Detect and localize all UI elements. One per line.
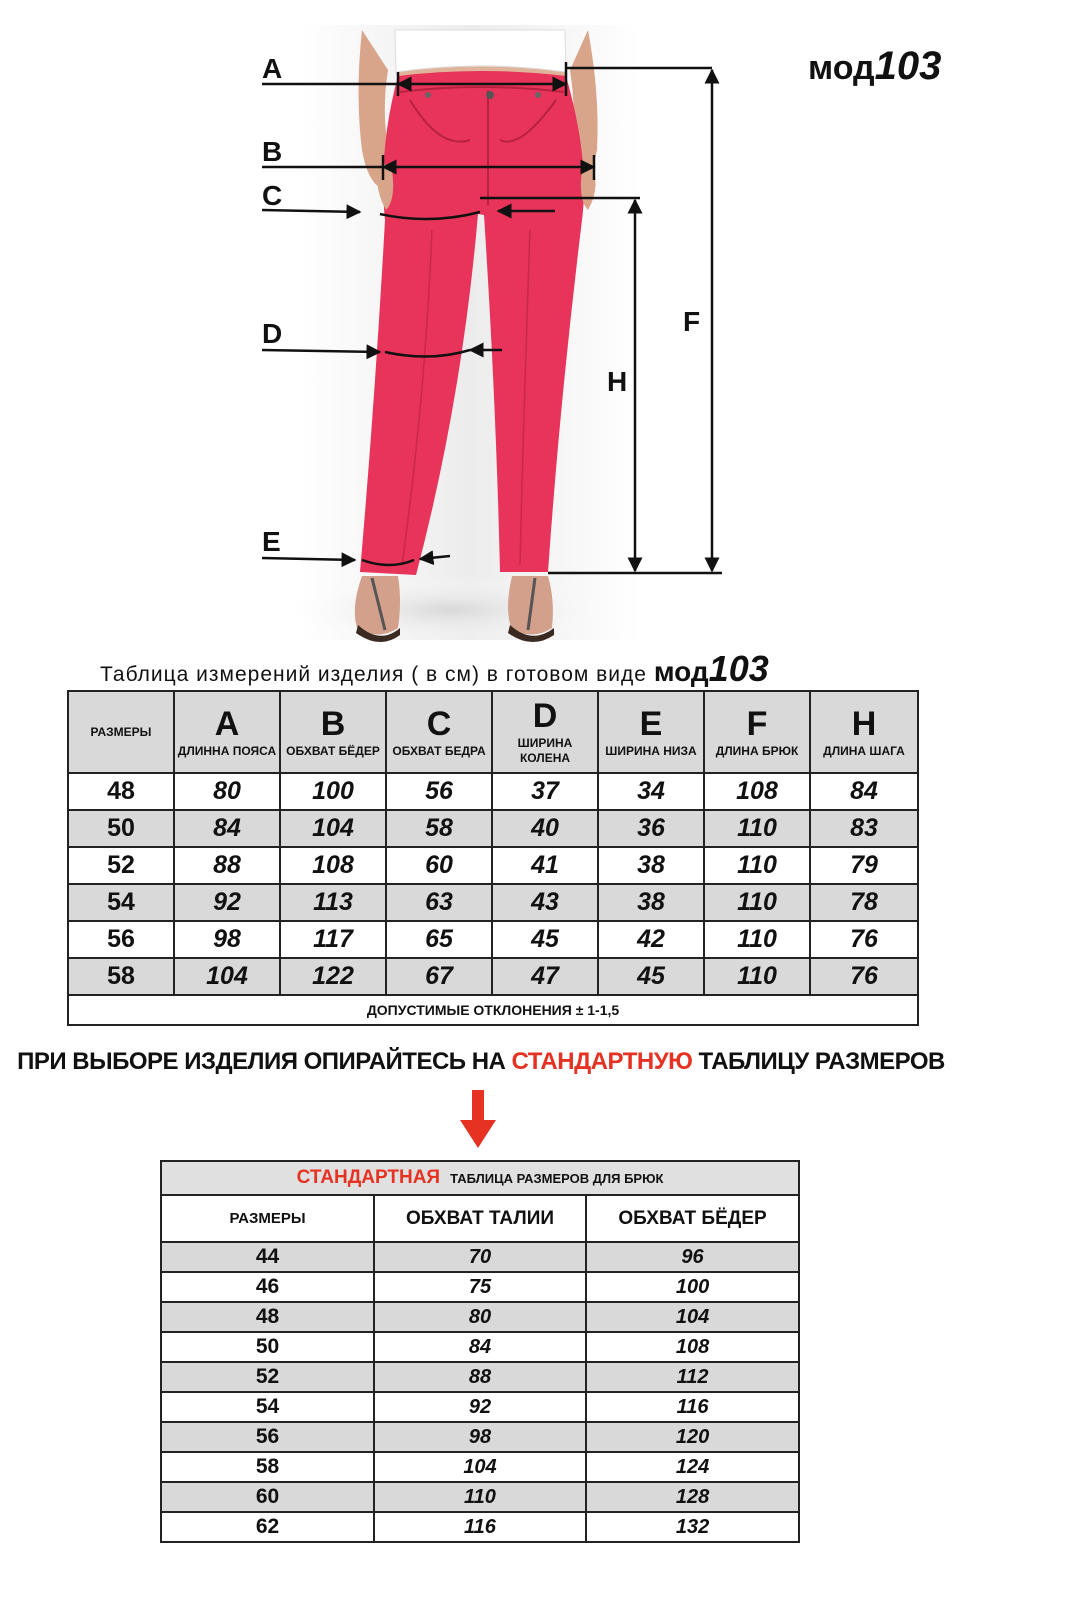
header-sizes: РАЗМЕРЫ [161, 1195, 374, 1242]
table-cell: 88 [174, 847, 280, 884]
table-cell: 52 [161, 1362, 374, 1392]
model-number: 103 [874, 44, 942, 88]
table-cell: 45 [492, 921, 598, 958]
floor-shadow [280, 575, 620, 645]
measurements-title [100, 648, 920, 690]
table-cell: 92 [174, 884, 280, 921]
header-col-c [386, 691, 492, 773]
measurements-header-row [68, 691, 918, 773]
table-cell: 110 [704, 921, 810, 958]
table-cell: 132 [586, 1512, 799, 1542]
table-cell: 80 [174, 773, 280, 810]
header-label: ШИРИНА НИЗА [605, 743, 697, 758]
table-cell: 116 [374, 1512, 586, 1542]
header-label: ДЛИНА ШАГА [823, 743, 905, 758]
table-row [161, 1302, 799, 1332]
table-cell: 48 [161, 1302, 374, 1332]
notice-text-before: ПРИ ВЫБОРЕ ИЗДЕЛИЯ ОПИРАЙТЕСЬ НА [17, 1048, 512, 1075]
table-row [68, 958, 918, 995]
standard-size-table [160, 1160, 800, 1543]
header-label: ДЛИННА ПОЯСА [177, 743, 277, 758]
label-b: B [262, 136, 283, 167]
table-row [68, 773, 918, 810]
table-cell: 84 [810, 773, 918, 810]
table-row [161, 1242, 799, 1272]
measurements-title-model-number: 103 [708, 648, 769, 689]
table-cell: 76 [810, 921, 918, 958]
header-label: ДЛИНА БРЮК [715, 743, 799, 758]
table-cell: 122 [280, 958, 386, 995]
header-label: ШИРИНА КОЛЕНА [517, 736, 573, 765]
table-cell: 83 [810, 810, 918, 847]
table-cell: 78 [810, 884, 918, 921]
table-row [68, 884, 918, 921]
table-cell: 48 [68, 773, 174, 810]
table-cell: 113 [280, 884, 386, 921]
table-cell: 52 [68, 847, 174, 884]
table-cell: 110 [704, 884, 810, 921]
table-cell: 60 [161, 1482, 374, 1512]
table-cell: 38 [598, 884, 704, 921]
header-label: ОБХВАТ БЁДЕР [286, 743, 380, 758]
table-row [161, 1482, 799, 1512]
table-cell: 45 [598, 958, 704, 995]
table-cell: 42 [598, 921, 704, 958]
table-cell: 104 [280, 810, 386, 847]
tolerance-note: ДОПУСТИМЫЕ ОТКЛОНЕНИЯ ± 1-1,5 [68, 995, 918, 1025]
standard-title-rest: ТАБЛИЦА РАЗМЕРОВ ДЛЯ БРЮК [450, 1171, 664, 1186]
table-cell: 92 [374, 1392, 586, 1422]
table-row [161, 1422, 799, 1452]
table-cell: 88 [374, 1362, 586, 1392]
header-label: ОБХВАТ БЕДРА [392, 743, 486, 758]
table-cell: 40 [492, 810, 598, 847]
header-letter: D [532, 697, 558, 735]
table-cell: 65 [386, 921, 492, 958]
standard-table-notice [0, 1048, 962, 1076]
table-cell: 58 [68, 958, 174, 995]
table-cell: 63 [386, 884, 492, 921]
table-cell: 100 [586, 1272, 799, 1302]
measurements-title-text: Таблица измерений изделия ( в см) в готовом виде [100, 663, 647, 686]
table-cell: 100 [280, 773, 386, 810]
table-cell: 79 [810, 847, 918, 884]
table-cell: 36 [598, 810, 704, 847]
table-cell: 60 [386, 847, 492, 884]
table-cell: 128 [586, 1482, 799, 1512]
header-col-f [704, 691, 810, 773]
table-cell: 98 [374, 1422, 586, 1452]
header-waist: ОБХВАТ ТАЛИИ [374, 1195, 586, 1242]
button [486, 91, 494, 99]
header-col-d [492, 691, 598, 773]
standard-title [161, 1161, 799, 1195]
standard-header-row [161, 1195, 799, 1242]
table-cell: 84 [174, 810, 280, 847]
header-col-b [280, 691, 386, 773]
table-row [161, 1362, 799, 1392]
table-cell: 44 [161, 1242, 374, 1272]
pants-illustration [0, 0, 1066, 650]
table-cell: 38 [598, 847, 704, 884]
table-cell: 120 [586, 1422, 799, 1452]
header-letter: B [320, 704, 346, 743]
arrow-down-icon [458, 1090, 498, 1150]
notice-text-after: ТАБЛИЦУ РАЗМЕРОВ [692, 1048, 945, 1075]
table-cell: 41 [492, 847, 598, 884]
table-cell: 46 [161, 1272, 374, 1302]
table-cell: 58 [161, 1452, 374, 1482]
table-cell: 110 [704, 958, 810, 995]
table-cell: 34 [598, 773, 704, 810]
table-cell: 84 [374, 1332, 586, 1362]
table-cell: 112 [586, 1362, 799, 1392]
table-cell: 104 [586, 1302, 799, 1332]
measurements-table [67, 690, 919, 1026]
label-e: E [262, 526, 281, 557]
table-cell: 70 [374, 1242, 586, 1272]
table-cell: 62 [161, 1512, 374, 1542]
header-letter: A [214, 704, 240, 743]
label-c: C [262, 180, 283, 211]
label-a: A [262, 53, 283, 84]
table-cell: 110 [704, 810, 810, 847]
table-cell: 98 [174, 921, 280, 958]
header-letter: F [746, 704, 768, 743]
table-cell: 80 [374, 1302, 586, 1332]
table-cell: 116 [586, 1392, 799, 1422]
header-col-h [810, 691, 918, 773]
table-cell: 104 [374, 1452, 586, 1482]
header-col-e [598, 691, 704, 773]
table-row [68, 921, 918, 958]
table-row [161, 1512, 799, 1542]
table-row [68, 810, 918, 847]
table-cell: 96 [586, 1242, 799, 1272]
table-cell: 47 [492, 958, 598, 995]
table-cell: 56 [68, 921, 174, 958]
tolerance-row [68, 995, 918, 1025]
white-top [395, 30, 566, 72]
label-h: H [607, 366, 628, 397]
measurement-diagram [0, 0, 1066, 650]
table-row [68, 847, 918, 884]
table-cell: 117 [280, 921, 386, 958]
label-d: D [262, 318, 283, 349]
header-sizes: РАЗМЕРЫ [68, 691, 174, 773]
table-cell: 67 [386, 958, 492, 995]
notice-highlight: СТАНДАРТНУЮ [511, 1048, 693, 1075]
table-cell: 54 [161, 1392, 374, 1422]
table-cell: 54 [68, 884, 174, 921]
table-cell: 110 [704, 847, 810, 884]
table-cell: 104 [174, 958, 280, 995]
table-cell: 108 [280, 847, 386, 884]
measurements-title-model-prefix: мод [653, 656, 709, 687]
table-row [161, 1452, 799, 1482]
table-row [161, 1332, 799, 1362]
table-cell: 56 [386, 773, 492, 810]
table-cell: 50 [68, 810, 174, 847]
model-prefix: мод [808, 49, 875, 87]
table-row [161, 1272, 799, 1302]
table-cell: 108 [704, 773, 810, 810]
model-tag [808, 44, 941, 89]
table-cell: 124 [586, 1452, 799, 1482]
table-cell: 37 [492, 773, 598, 810]
header-letter: H [851, 704, 877, 743]
table-cell: 58 [386, 810, 492, 847]
table-cell: 75 [374, 1272, 586, 1302]
header-hips: ОБХВАТ БЁДЕР [586, 1195, 799, 1242]
header-letter: E [639, 704, 663, 743]
standard-title-red: СТАНДАРТНАЯ [296, 1167, 441, 1188]
header-letter: C [426, 704, 452, 743]
table-cell: 50 [161, 1332, 374, 1362]
label-f: F [683, 306, 701, 337]
table-cell: 56 [161, 1422, 374, 1452]
table-cell: 43 [492, 884, 598, 921]
header-col-a [174, 691, 280, 773]
standard-title-row [161, 1161, 799, 1195]
table-cell: 110 [374, 1482, 586, 1512]
table-cell: 76 [810, 958, 918, 995]
table-row [161, 1392, 799, 1422]
table-cell: 108 [586, 1332, 799, 1362]
